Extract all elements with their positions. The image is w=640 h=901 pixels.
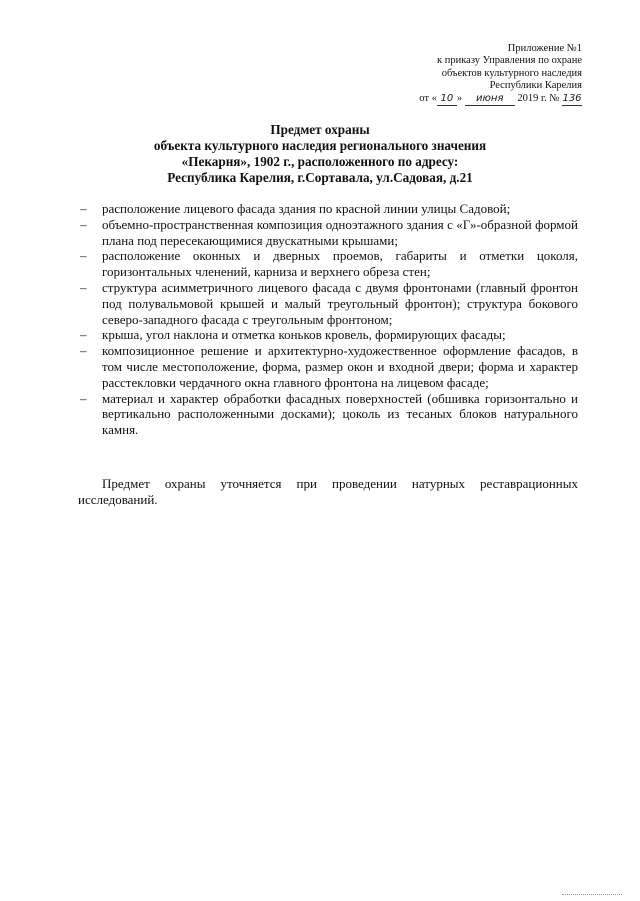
appendix-date-line [342, 93, 582, 106]
handwritten-day: 10 [437, 93, 457, 106]
list-item [78, 343, 578, 390]
appendix-line-1: Приложение №1 [507, 43, 582, 54]
date-mid: » [456, 92, 465, 104]
bullet-dash: – [80, 201, 87, 216]
bullet-dash: – [80, 343, 87, 359]
appendix-line-2: к приказу Управления по охране [437, 55, 582, 67]
list-item [78, 280, 578, 327]
list-item [78, 248, 578, 280]
date-prefix: от « [419, 92, 437, 104]
list-item [78, 201, 578, 217]
handwritten-month: июня [465, 93, 515, 106]
appendix-line-4: Республики Карелия [489, 80, 582, 92]
list-item-text: объемно-пространственная композиция одноэтажного здания с «Г»-образной формой плана под пересекающимися двускатными крышами; [102, 216, 578, 248]
list-item-text: композиционное решение и архитектурно-художественное оформление фасадов, в том числе местоположение, форма, размер окон и входной двери; форма и характер расстекловки чердачного окна главного фронтона на лицевом фасаде; [102, 343, 578, 390]
list-item [78, 217, 578, 249]
list-item [78, 327, 578, 343]
list-item-text: расположение оконных и дверных проемов, габариты и отметки цоколя, горизонтальных членений, карниза и верхнего обреза стен; [102, 248, 578, 280]
bullet-dash: – [80, 248, 87, 264]
protection-items-list [78, 201, 578, 438]
title-line-4: Республика Карелия, г.Сортавала, ул.Садовая, д.21 [167, 170, 473, 185]
title-line-2: объекта культурного наследия регионального значения [153, 138, 487, 153]
list-item-text: крыша, угол наклона и отметка коньков кровель, формирующих фасады; [102, 327, 506, 343]
bullet-dash: – [80, 390, 87, 406]
list-item-text: расположение лицевого фасада здания по красной линии улицы Садовой; [102, 201, 511, 216]
bullet-dash: – [80, 327, 87, 343]
list-item-text: материал и характер обработки фасадных поверхностей (обшивка горизонтально и вертикально расположенными досками); цоколь из тесаных блоков натурального камня. [102, 390, 578, 438]
scan-mark [562, 894, 622, 895]
appendix-line-3: объектов культурного наследия [441, 67, 582, 79]
document-title [60, 122, 580, 186]
title-line-3: «Пекарня», 1902 г., расположенного по адресу: [181, 154, 459, 169]
closing-paragraph: Предмет охраны уточняется при проведении натурных реставрационных исследований. [78, 476, 578, 507]
bullet-dash: – [80, 216, 87, 232]
list-item-text: структура асимметричного лицевого фасада с двумя фронтонами (главный фронтон под полувальмовой крышей и малый треугольный фронтон); структура бокового северо-западного фасада с треугольным фронтоном; [102, 279, 578, 327]
appendix-header [342, 43, 582, 106]
date-year: 2019 г. № [514, 92, 562, 104]
bullet-dash: – [80, 279, 87, 295]
handwritten-order-number: 136 [562, 93, 582, 106]
title-line-1: Предмет охраны [270, 122, 370, 137]
list-item [78, 391, 578, 438]
